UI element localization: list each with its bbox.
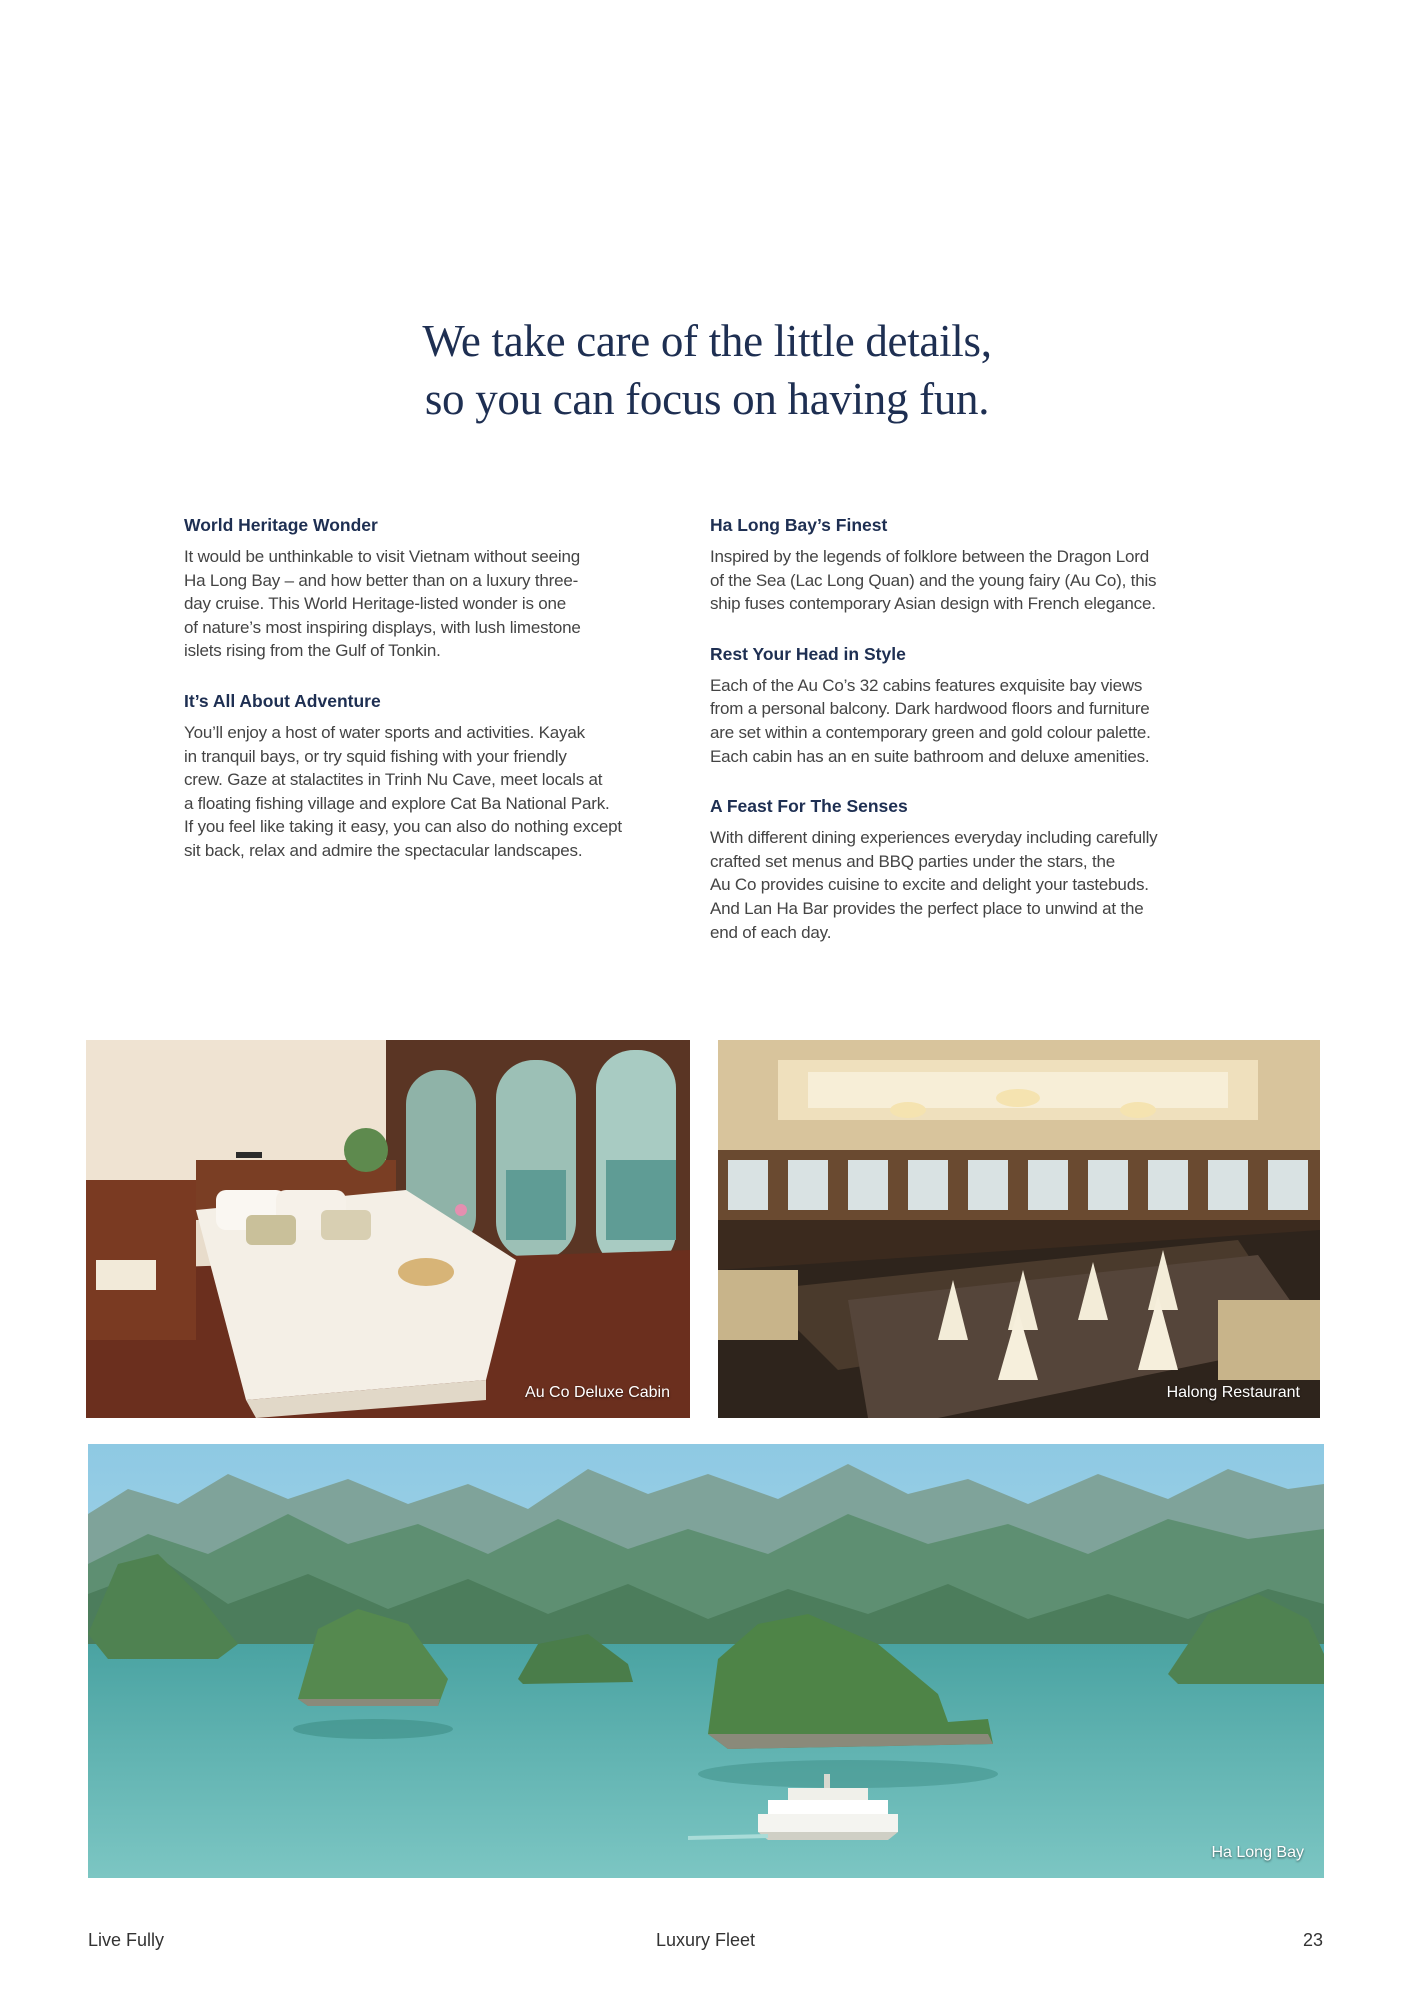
section-body <box>184 545 684 663</box>
footer-left: Live Fully <box>88 1930 165 1950</box>
page-number: 23 <box>1303 1930 1324 1950</box>
body-line: from a personal balcony. Dark hardwood floors and furniture <box>710 699 1150 719</box>
cabin-caption: Au Co Deluxe Cabin <box>525 1384 670 1401</box>
section-heading: Ha Long Bay’s Finest <box>710 515 888 535</box>
section-feast <box>710 795 1210 944</box>
body-line: end of each day. <box>710 922 832 942</box>
bay-caption: Ha Long Bay <box>1211 1844 1304 1861</box>
body-line: With different dining experiences everyday including carefully <box>710 828 1158 848</box>
section-heading: Rest Your Head in Style <box>710 643 906 664</box>
section-heading: World Heritage Wonder <box>184 515 378 535</box>
cabin-illustration <box>86 1040 690 1418</box>
body-line: day cruise. This World Heritage-listed wonder is one <box>184 594 567 614</box>
section-body <box>710 826 1210 944</box>
section-world-heritage <box>184 514 684 663</box>
cabin-photo <box>86 1040 690 1418</box>
restaurant-illustration <box>718 1040 1320 1418</box>
body-line: Each cabin has an en suite bathroom and deluxe amenities. <box>710 746 1150 766</box>
bay-illustration <box>88 1444 1324 1878</box>
restaurant-caption: Halong Restaurant <box>1166 1384 1300 1401</box>
section-body <box>710 674 1210 768</box>
section-heading: It’s All About Adventure <box>184 690 381 711</box>
body-line: crew. Gaze at stalactites in Trinh Nu Cave, meet locals at <box>184 770 603 790</box>
body-line: crafted set menus and BBQ parties under the stars, the <box>710 851 1115 871</box>
body-line: It would be unthinkable to visit Vietnam without seeing <box>184 547 580 566</box>
body-line: Ha Long Bay – and how better than on a luxury three- <box>184 570 579 590</box>
body-line: a floating fishing village and explore Cat Ba National Park. <box>184 793 610 813</box>
body-line: Each of the Au Co’s 32 cabins features exquisite bay views <box>710 675 1143 695</box>
body-line: Inspired by the legends of folklore between the Dragon Lord <box>710 547 1149 566</box>
body-line: sit back, relax and admire the spectacular landscapes. <box>184 840 583 860</box>
footer-center: Luxury Fleet <box>656 1930 756 1950</box>
body-line: of the Sea (Lac Long Quan) and the young fairy (Au Co), this <box>710 570 1157 590</box>
right-column <box>710 514 1210 971</box>
headline-line-1: We take care of the little details, <box>422 316 992 366</box>
headline <box>0 312 1414 428</box>
section-finest <box>710 514 1210 616</box>
section-rest-in-style <box>710 643 1210 768</box>
body-line: islets rising from the Gulf of Tonkin. <box>184 641 441 661</box>
left-column <box>184 514 684 890</box>
headline-line-2: so you can focus on having fun. <box>424 374 990 424</box>
body-line: And Lan Ha Bar provides the perfect place to unwind at the <box>710 898 1144 918</box>
body-line: Au Co provides cuisine to excite and delight your tastebuds. <box>710 875 1149 895</box>
body-line: You’ll enjoy a host of water sports and activities. Kayak <box>184 722 585 742</box>
body-line: of nature’s most inspiring displays, with lush limestone <box>184 617 581 637</box>
restaurant-photo <box>718 1040 1320 1418</box>
section-body <box>184 721 684 863</box>
body-line: in tranquil bays, or try squid fishing with your friendly <box>184 746 567 766</box>
body-line: ship fuses contemporary Asian design with French elegance. <box>710 594 1156 614</box>
body-line: If you feel like taking it easy, you can also do nothing except <box>184 817 622 837</box>
section-heading: A Feast For The Senses <box>710 796 908 817</box>
section-body <box>710 545 1210 616</box>
section-adventure <box>184 690 684 863</box>
bay-photo <box>88 1444 1324 1878</box>
body-line: are set within a contemporary green and gold colour palette. <box>710 722 1151 742</box>
